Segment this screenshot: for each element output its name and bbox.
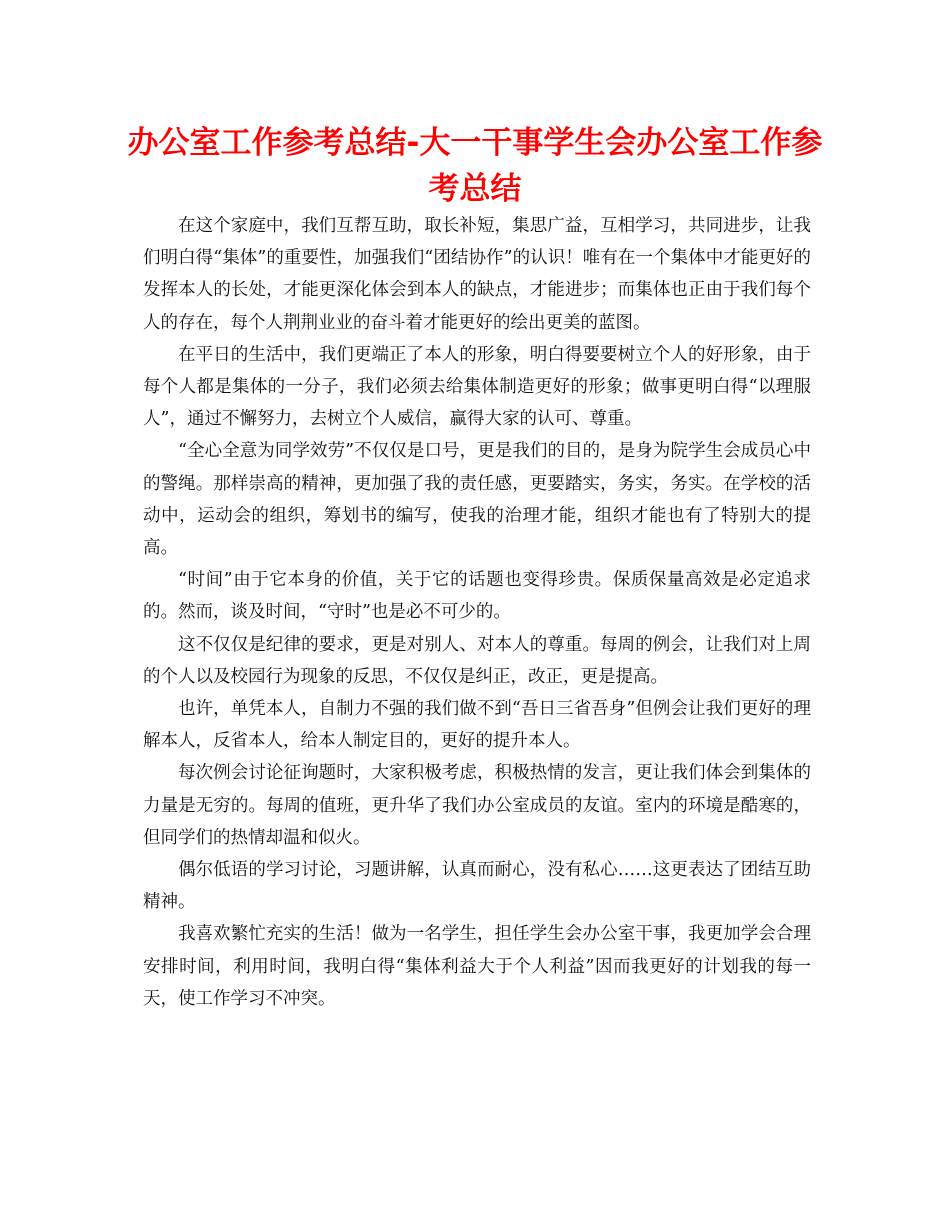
paragraph: 也许，单凭本人，自制力不强的我们做不到“吾日三省吾身”但例会让我们更好的理解本人，反省本人，给本人制定目的，更好的提升本人。 <box>143 699 811 752</box>
paragraph: 每次例会讨论征询题时，大家积极考虑，积极热情的发言，更让我们体会到集体的力量是无穷的。每周的值班，更升华了我们办公室成员的友谊。室内的环境是酷寒的，但同学们的热情却温和似火。 <box>143 763 811 848</box>
paragraph: “全心全意为同学效劳”不仅仅是口号，更是我们的目的，是身为院学生会成员心中的警绳。那样崇高的精神，更加强了我的责任感，更要踏实，务实，务实。在学校的活动中，运动会的组织，筹划书的编写，使我的治理才能，组织才能也有了特别大的提高。 <box>143 441 811 559</box>
document-title: 办公室工作参考总结-大一干事学生会办公室工作参考总结 <box>127 125 823 207</box>
paragraph: 在这个家庭中，我们互帮互助，取长补短，集思广益，互相学习，共同进步，让我们明白得“集体”的重要性，加强我们“团结协作”的认识！唯有在一个集体中才能更好的发挥本人的长处，才能更深化体会到本人的缺点，才能进步；而集体也正由于我们每个人的存在，每个人荆荆业业的奋斗着才能更好的绘出更美的蓝图。 <box>143 216 811 333</box>
paragraph: “时间”由于它本身的价值，关于它的话题也变得珍贵。保质保量高效是必定追求的。然而，谈及时间，“守时”也是必不可少的。 <box>143 570 811 623</box>
paragraph: 这不仅仅是纪律的要求，更是对别人、对本人的尊重。每周的例会，让我们对上周的个人以及校园行为现象的反思，不仅仅是纠正，改正，更是提高。 <box>143 634 811 687</box>
paragraph: 偶尔低语的学习讨论，习题讲解，认真而耐心，没有私心……这更表达了团结互助精神。 <box>143 860 811 913</box>
document-body <box>143 210 811 1015</box>
paragraph: 在平日的生活中，我们更端正了本人的形象，明白得要要树立个人的好形象，由于每个人都是集体的一分子，我们必须去给集体制造更好的形象；做事更明白得“以理服人”，通过不懈努力，去树立个人威信，赢得大家的认可、尊重。 <box>143 344 811 430</box>
paragraph: 我喜欢繁忙充实的生活！做为一名学生，担任学生会办公室干事，我更加学会合理安排时间，利用时间，我明白得“集体利益大于个人利益”因而我更好的计划我的每一天，使工作学习不冲突。 <box>143 924 811 1009</box>
